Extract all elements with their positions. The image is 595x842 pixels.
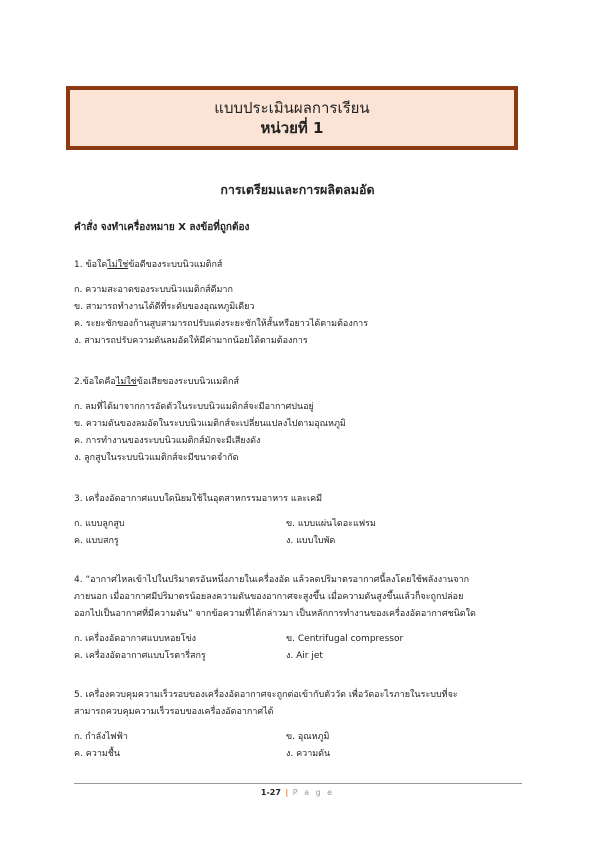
question-1: [74, 257, 534, 350]
section-subtitle: การเตรียมและการผลิตลมอัด: [220, 182, 375, 197]
answer-option: ข. อุณหภูมิ: [286, 732, 330, 742]
footer-divider: [74, 783, 522, 784]
underlined-word: ไม่ใช่: [107, 260, 129, 270]
answer-option: ค. ความชื้น: [74, 749, 121, 759]
answer-option: ค. แบบสกรู: [74, 536, 119, 546]
unit-title: หน่วยที่ 1: [260, 119, 324, 137]
answer-option: ง. Air jet: [286, 651, 323, 661]
answer-option: ข. Centrifugal compressor: [286, 634, 404, 644]
page-label: P a g e: [292, 788, 335, 797]
answer-option: ข. แบบแผ่นไดอะแฟรม: [286, 519, 376, 529]
question-prefix: 1. ข้อใด: [74, 260, 108, 270]
answer-option: ค. ระยะชักของก้านสูบสามารถปรับแต่งระยะชักให้สั้นหรือยาวได้ตามต้องการ: [74, 319, 369, 329]
question-text: [74, 374, 534, 391]
page-footer: [0, 788, 595, 797]
answer-option: ค. เครื่องอัดอากาศแบบโรตารี่สกรู: [74, 651, 206, 661]
answer-option: ก. ลมที่ได้มาจากการอัดตัวในระบบนิวแมติกส์จะมีอากาศปนอยู่: [74, 402, 314, 412]
answer-option: ง. ความดัน: [286, 749, 331, 759]
instruction-text: คำสั่ง จงทำเครื่องหมาย X ลงข้อที่ถูกต้อง: [74, 222, 250, 233]
title-box: [66, 86, 518, 150]
answer-option: ค. การทำงานของระบบนิวแมติกส์มักจะมีเสียงดัง: [74, 436, 261, 446]
answer-option: ก. เครื่องอัดอากาศแบบหอยโข่ง: [74, 634, 197, 644]
question-suffix: ข้อดีของระบบนิวแมติกส์: [128, 260, 223, 270]
footer-separator: |: [285, 788, 289, 797]
underlined-word: ไม่ใช่: [115, 377, 137, 387]
question-text-line: สามารถควบคุมความเร็วรอบของเครื่องอัดอากาศได้: [74, 707, 274, 717]
options-grid: [74, 516, 534, 550]
question-4: [74, 572, 534, 665]
answer-option: ก. แบบลูกสูบ: [74, 519, 125, 529]
question-5: [74, 687, 534, 763]
question-3: [74, 491, 534, 550]
question-suffix: ข้อเสียของระบบนิวแมติกส์: [136, 377, 239, 387]
question-text-line: ออกไปเป็นอากาศที่มีความดัน” จากข้อความที่ได้กล่าวมา เป็นหลักการทำงานของเครื่องอัดอากาศชนิดใด: [74, 609, 476, 619]
question-prefix: 2.ข้อใดคือ: [74, 377, 116, 387]
question-text: [74, 257, 534, 274]
answer-option: ก. กำลังไฟฟ้า: [74, 732, 128, 742]
options-grid: [74, 729, 534, 763]
question-text-line: 5. เครื่องควบคุมความเร็วรอบของเครื่องอัดอากาศจะถูกต่อเข้ากับตัววัด เพื่อวัดอะไรภายในระบบที่จะ: [74, 690, 458, 700]
answer-option: ง. ลูกสูบในระบบนิวแมติกส์จะมีขนาดจำกัด: [74, 453, 239, 463]
answer-option: ข. ความดันของลมอัดในระบบนิวแมติกส์จะเปลี่ยนแปลงไปตามอุณหภูมิ: [74, 419, 346, 429]
answer-option: ข. สามารถทำงานได้ดีที่ระดับของอุณหภูมิเดียว: [74, 302, 255, 312]
question-2: [74, 374, 534, 467]
answer-option: ง. แบบใบพัด: [286, 536, 336, 546]
document-title: แบบประเมินผลการเรียน: [214, 99, 370, 117]
answer-option: ก. ความสะอาดของระบบนิวแมติกส์ดีมาก: [74, 285, 233, 295]
answer-option: ง. สามารถปรับความดันลมอัดให้มีค่ามากน้อยได้ตามต้องการ: [74, 336, 308, 346]
question-text-line: ภายนอก เมื่ออากาศมีปริมาตรน้อยลงความดันของอากาศจะสูงขึ้น เมื่อความดันสูงขึ้นแล้วก็จะถูกปล่อย: [74, 592, 464, 602]
question-text: 3. เครื่องอัดอากาศแบบใดนิยมใช้ในอุตสาหกรรมอาหาร และเคมี: [74, 494, 323, 504]
options-grid: [74, 631, 534, 665]
page-number: 1-27: [260, 788, 281, 797]
question-text-line: 4. “อากาศไหลเข้าไปในปริมาตรอันหนึ่งภายในเครื่องอัด แล้วลดปริมาตรอากาศนี้ลงโดยใช้พลังงานจาก: [74, 575, 470, 585]
